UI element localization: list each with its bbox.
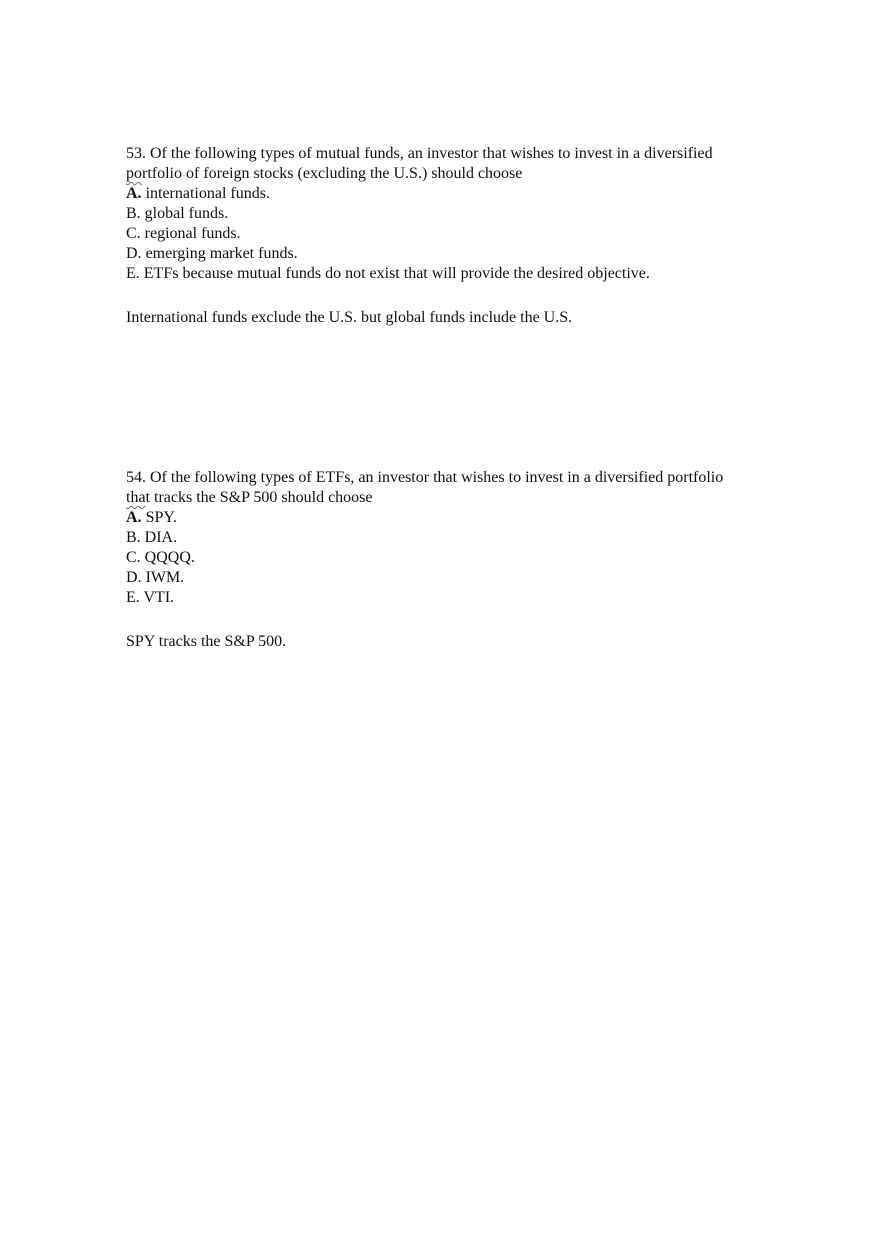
answer-options (126, 508, 826, 608)
option-text: international funds. (141, 185, 270, 202)
answer-option-e (126, 588, 826, 608)
option-text: QQQQ. (140, 549, 195, 566)
option-letter: D. (126, 245, 142, 262)
option-letter: C. (126, 549, 141, 566)
question-54 (126, 468, 826, 652)
question-stem-line-2 (126, 488, 826, 508)
answer-option-b (126, 204, 826, 224)
question-stem-text: rtfolio of foreign stocks (excluding the U.S.) should choose (142, 165, 523, 182)
option-text: regional funds. (140, 225, 241, 242)
answer-option-d (126, 568, 826, 588)
spellcheck-marked-text: po (126, 165, 142, 182)
question-stem-line-2 (126, 164, 826, 184)
answer-option-c (126, 224, 826, 244)
spellcheck-marked-text: tha (126, 489, 146, 506)
option-letter: E. (126, 265, 140, 282)
answer-option-b (126, 528, 826, 548)
option-letter: A. (126, 185, 142, 202)
option-text: global funds. (140, 205, 229, 222)
option-letter: A. (126, 509, 142, 526)
answer-option-a (126, 184, 826, 204)
answer-option-e (126, 264, 826, 284)
answer-explanation: International funds exclude the U.S. but global funds include the U.S. (126, 309, 573, 326)
option-letter: E. (126, 589, 140, 606)
answer-options (126, 184, 826, 284)
option-text: SPY. (141, 509, 177, 526)
option-letter: B. (126, 529, 141, 546)
question-53 (126, 144, 826, 328)
option-text: ETFs because mutual funds do not exist that will provide the desired objective. (139, 265, 650, 282)
answer-option-c (126, 548, 826, 568)
option-text: DIA. (140, 529, 178, 546)
option-text: VTI. (139, 589, 175, 606)
option-letter: B. (126, 205, 141, 222)
option-letter: C. (126, 225, 141, 242)
option-text: emerging market funds. (141, 245, 298, 262)
answer-explanation: SPY tracks the S&P 500. (126, 633, 287, 650)
question-stem-line-1: 54. Of the following types of ETFs, an investor that wishes to invest in a diversified portfolio (126, 469, 724, 486)
option-letter: D. (126, 569, 142, 586)
answer-option-a (126, 508, 826, 528)
answer-option-d (126, 244, 826, 264)
question-stem-line-1: 53. Of the following types of mutual funds, an investor that wishes to invest in a diversified (126, 145, 713, 162)
option-text: IWM. (141, 569, 185, 586)
question-stem-text: t tracks the S&P 500 should choose (145, 489, 373, 506)
